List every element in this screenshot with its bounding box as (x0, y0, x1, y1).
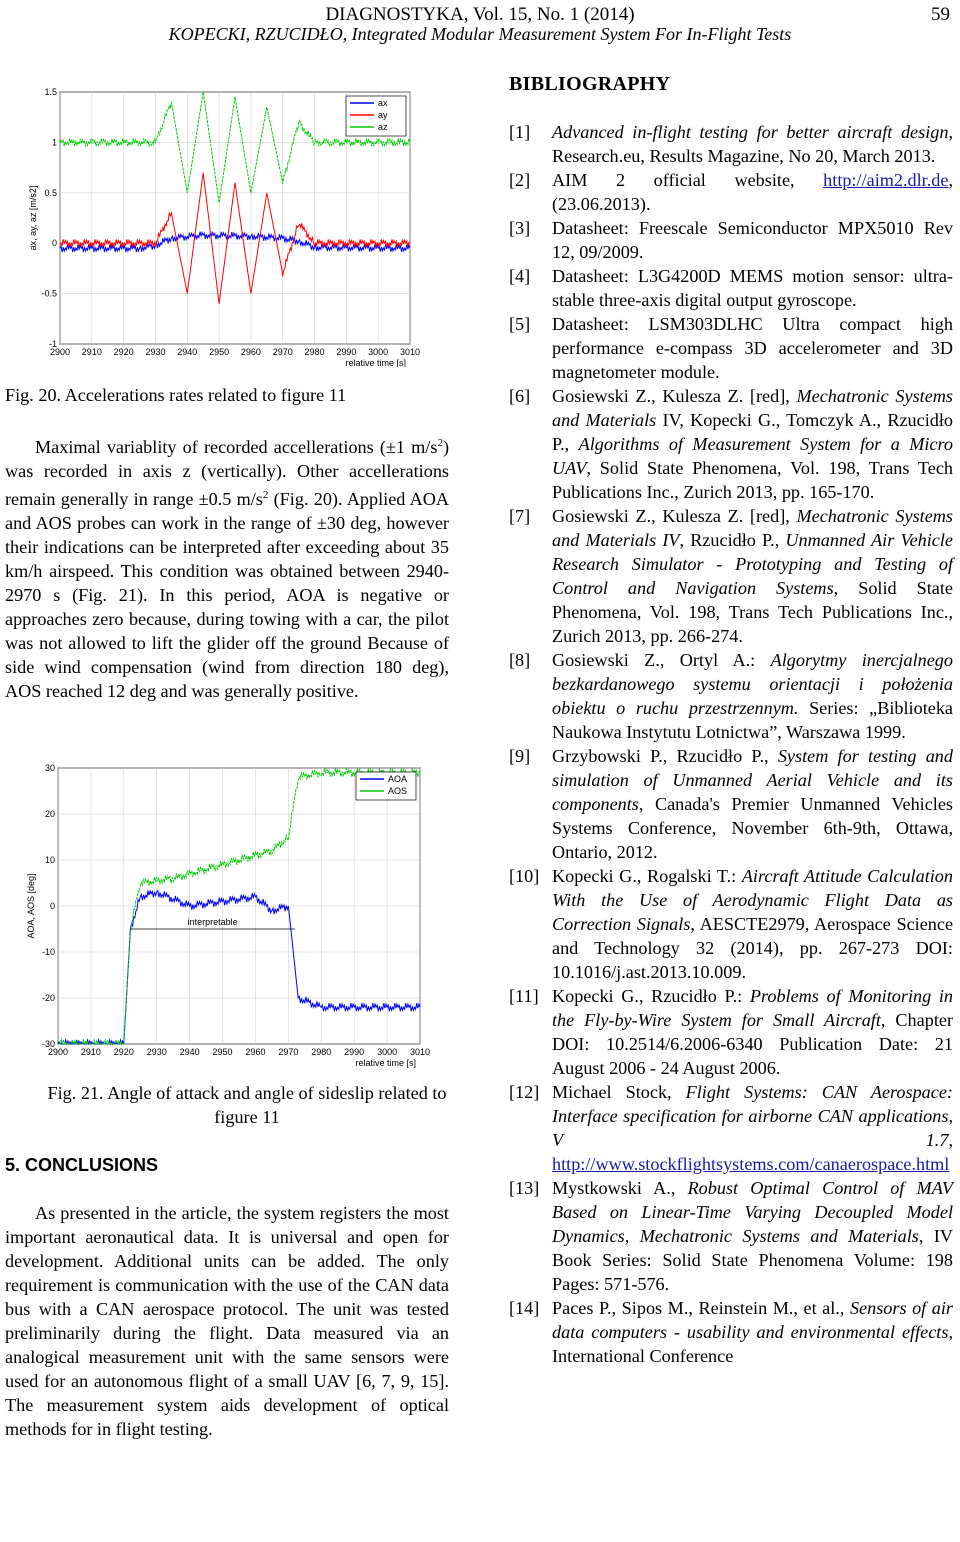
reference-text: Grzybowski P., Rzucidło P., System for testing and simulation of Unmanned Aerial Vehicle and its components, Canada's Premier Unmanned Vehicles Systems Conference, November 6th-9th, Ottawa, Ontario, 2012. (552, 746, 953, 862)
x-axis-label: relative time [s] (355, 1058, 416, 1068)
x-tick-label: 2900 (47, 1047, 69, 1057)
reference-item (509, 168, 953, 216)
x-tick-label: 2910 (81, 347, 102, 357)
reference-text: Michael Stock, Flight Systems: CAN Aerospace: Interface specification for airborne CAN applications, V 1.7, http://www.stockflightsystems.com/canaerospace.html (552, 1082, 953, 1174)
reference-link[interactable]: http://aim2.dlr.de (823, 170, 949, 190)
x-tick-label: 3000 (368, 347, 389, 357)
y-tick-label: 1 (51, 137, 57, 148)
body-paragraph: Maximal variablity of recorded accellerations (±1 $m/s^2$) was recorded in axis z (vertically). Other accellerations remain generally in range ±0.5 $m/s^2$ (Fig. 20). Applied AOA and AOS probes can work in the range of ±30 deg, however their indications can be interpreted after exceeding about 35 km/h airspeed. This condition was obtained between 2940-2970 s (Fig. 21). In this period, AOA is negative or approaches zero because, during towing with a car, the pilot was not allowed to lift the glider off the ground Because of side wind compensation (wind from direction 180 deg), AOS reached 12 deg and was generally positive. (5, 437, 449, 702)
page-header (0, 0, 960, 50)
x-tick-label: 2960 (245, 1047, 266, 1057)
x-tick-label: 2920 (113, 1047, 134, 1057)
y-tick-label: -10 (41, 947, 55, 957)
x-tick-label: 2910 (80, 1047, 101, 1057)
x-tick-label: 2950 (209, 347, 230, 357)
reference-number: [8] (509, 650, 531, 670)
reference-number: [13] (509, 1178, 540, 1198)
x-tick-label: 2990 (344, 1047, 365, 1057)
x-tick-label: 2930 (146, 1047, 167, 1057)
y-tick-label: 0 (51, 238, 57, 249)
reference-number: [7] (509, 506, 531, 526)
reference-text: Datasheet: L3G4200D MEMS motion sensor: ultra-stable three-axis digital output gyroscope. (552, 266, 953, 310)
x-tick-label: 2980 (311, 1047, 332, 1057)
x-tick-label: 2990 (336, 347, 357, 357)
reference-text: AIM 2 official website, http://aim2.dlr.de, (23.06.2013). (552, 170, 953, 214)
x-axis-label: relative time [s] (345, 358, 406, 367)
reference-item (509, 744, 953, 864)
reference-text: Gosiewski Z., Kulesza Z. [red], Mechatronic Systems and Materials IV, Kopecki G., Tomczyk A., Rzucidło P., Algorithms of Measurement System for a Micro UAV, Solid State Phenomena, Vol. 198, Trans Tech Publications Inc., Zurich 2013, pp. 165-170. (552, 386, 953, 502)
reference-item (509, 216, 953, 264)
reference-item (509, 120, 953, 168)
legend-entry: ax (378, 98, 388, 108)
y-tick-label: -30 (41, 1039, 55, 1049)
conclusions-heading: 5. CONCLUSIONS (5, 1155, 159, 1175)
reference-number: [12] (509, 1082, 540, 1102)
legend-box (346, 96, 406, 136)
y-tick-label: 1.5 (44, 87, 57, 97)
x-tick-label: 2900 (49, 347, 71, 357)
reference-number: [2] (509, 170, 531, 190)
x-tick-label: 2970 (278, 1047, 299, 1057)
reference-item (509, 1296, 953, 1368)
x-tick-label: 2980 (304, 347, 325, 357)
reference-number: [3] (509, 218, 531, 238)
reference-item (509, 984, 953, 1080)
x-tick-label: 2960 (240, 347, 261, 357)
reference-item (509, 264, 953, 312)
legend-entry: AOS (388, 786, 408, 796)
reference-number: [1] (509, 122, 531, 142)
x-tick-label: 2940 (177, 347, 198, 357)
y-tick-label: -0.5 (41, 288, 57, 299)
reference-text: Datasheet: Freescale Semiconductor MPX5010 Rev 12, 09/2009. (552, 218, 953, 262)
legend-entry: ay (378, 110, 388, 120)
x-tick-label: 3010 (399, 347, 420, 357)
reference-text: Mystkowski A., Robust Optimal Control of MAV Based on Linear-Time Varying Decoupled Model Dynamics, Mechatronic Systems and Materials, IV Book Series: Solid State Phenomena Volume: 198 Pages: 571-576. (552, 1178, 954, 1294)
x-tick-label: 2940 (179, 1047, 200, 1057)
figure-21-caption: Fig. 21. Angle of attack and angle of sideslip related to figure 11 (47, 1083, 447, 1127)
y-tick-label: 20 (44, 809, 55, 819)
reference-text: Paces P., Sipos M., Reinstein M., et al., Sensors of air data computers - usability and environmental effects, International Conference (552, 1298, 953, 1366)
y-tick-label: 30 (44, 763, 55, 773)
annotation-label: interpretable (187, 917, 238, 927)
x-tick-label: 3000 (377, 1047, 398, 1057)
legend-entry: AOA (388, 774, 408, 784)
reference-text: Kopecki G., Rzucidło P.: Problems of Monitoring in the Fly-by-Wire System for Small Aircraft, Chapter DOI: 10.2514/6.2006-6340 Publication Date: 21 August 2006 - 24 August 2006. (552, 986, 954, 1078)
conclusions-paragraph: As presented in the article, the system registers the most important aeronautical data. It is universal and open for development. Additional units can be added. The only requirement is communication with the use of the CAN data bus with a CAN aerospace protocol. The unit was tested preliminarily during the flight. Data measured via an analogical measurement unit with the same sensors were used for an autonomous flight of a small UAV [6, 7, 9, 15]. The measurement system aids development of optical methods for in flight testing. (5, 1203, 449, 1439)
y-tick-label: 0 (49, 901, 55, 911)
reference-text: Datasheet: LSM303DLHC Ultra compact high performance e-compass 3D accelerometer and 3D magnetometer module. (552, 314, 953, 382)
reference-item (509, 504, 953, 648)
reference-text: Gosiewski Z., Kulesza Z. [red], Mechatronic Systems and Materials IV, Rzucidło P., Unmanned Air Vehicle Research Simulator - Prototyping and Testing of Control and Navigation Systems, Solid State Phenomena, Vol. 198, Trans Tech Publications Inc., Zurich 2013, pp. 266-274. (552, 506, 953, 646)
reference-item (509, 384, 953, 504)
page-number: 59 (931, 4, 950, 25)
reference-number: [9] (509, 746, 531, 766)
reference-number: [5] (509, 314, 531, 334)
reference-number: [11] (509, 986, 539, 1006)
y-tick-label: 10 (44, 855, 55, 865)
reference-item (509, 1176, 953, 1296)
reference-link[interactable]: http://www.stockflightsystems.com/canaerospace.html (552, 1154, 950, 1174)
reference-item (509, 1080, 953, 1176)
reference-text: Advanced in-flight testing for better aircraft design, Research.eu, Results Magazine, No 20, March 2013. (552, 122, 953, 166)
figure-20-acceleration-chart (20, 82, 420, 367)
reference-number: [10] (509, 866, 540, 886)
y-axis-label: ax, ay, az [m/s2] (28, 185, 38, 251)
running-title: KOPECKI, RZUCIDŁO, Integrated Modular Measurement System For In-Flight Tests (168, 24, 792, 44)
reference-item (509, 312, 953, 384)
figure-20-caption: Fig. 20. Accelerations rates related to figure 11 (5, 385, 347, 405)
reference-text: Kopecki G., Rogalski T.: Aircraft Attitude Calculation With the Use of Aerodynamic Flight Data as Correction Signals, AESCTE2979, Aerospace Science and Technology 32 (2014), pp. 267-273 DOI: 10.1016/j.ast.2013.10.009. (552, 866, 954, 982)
reference-number: [4] (509, 266, 531, 286)
reference-item (509, 648, 953, 744)
journal-name: DIAGNOSTYKA, Vol. 15, No. 1 (2014) (325, 4, 635, 25)
bibliography-heading: BIBLIOGRAPHY (509, 73, 671, 95)
x-tick-label: 2970 (272, 347, 293, 357)
reference-item (509, 864, 953, 984)
y-axis-label: AOA, AOS [deg] (26, 873, 36, 939)
reference-text: Gosiewski Z., Ortyl A.: Algorytmy inercjalnego bezkardanowego systemu orientacji i położenia obiektu o ruchu przestrzennym. Series: „Biblioteka Naukowa Instytutu Lotnictwa”, Warszawa 1999. (552, 650, 953, 742)
x-tick-label: 3010 (409, 1047, 430, 1057)
y-tick-label: -1 (48, 339, 57, 349)
reference-number: [14] (509, 1298, 540, 1318)
x-tick-label: 2950 (212, 1047, 233, 1057)
legend-entry: az (378, 122, 388, 132)
bibliography-list (509, 120, 953, 1368)
x-tick-label: 2930 (145, 347, 166, 357)
figure-21-aoa-aos-chart (18, 758, 430, 1070)
reference-number: [6] (509, 386, 531, 406)
y-tick-label: 0.5 (44, 187, 57, 198)
x-tick-label: 2920 (113, 347, 134, 357)
y-tick-label: -20 (41, 993, 55, 1003)
